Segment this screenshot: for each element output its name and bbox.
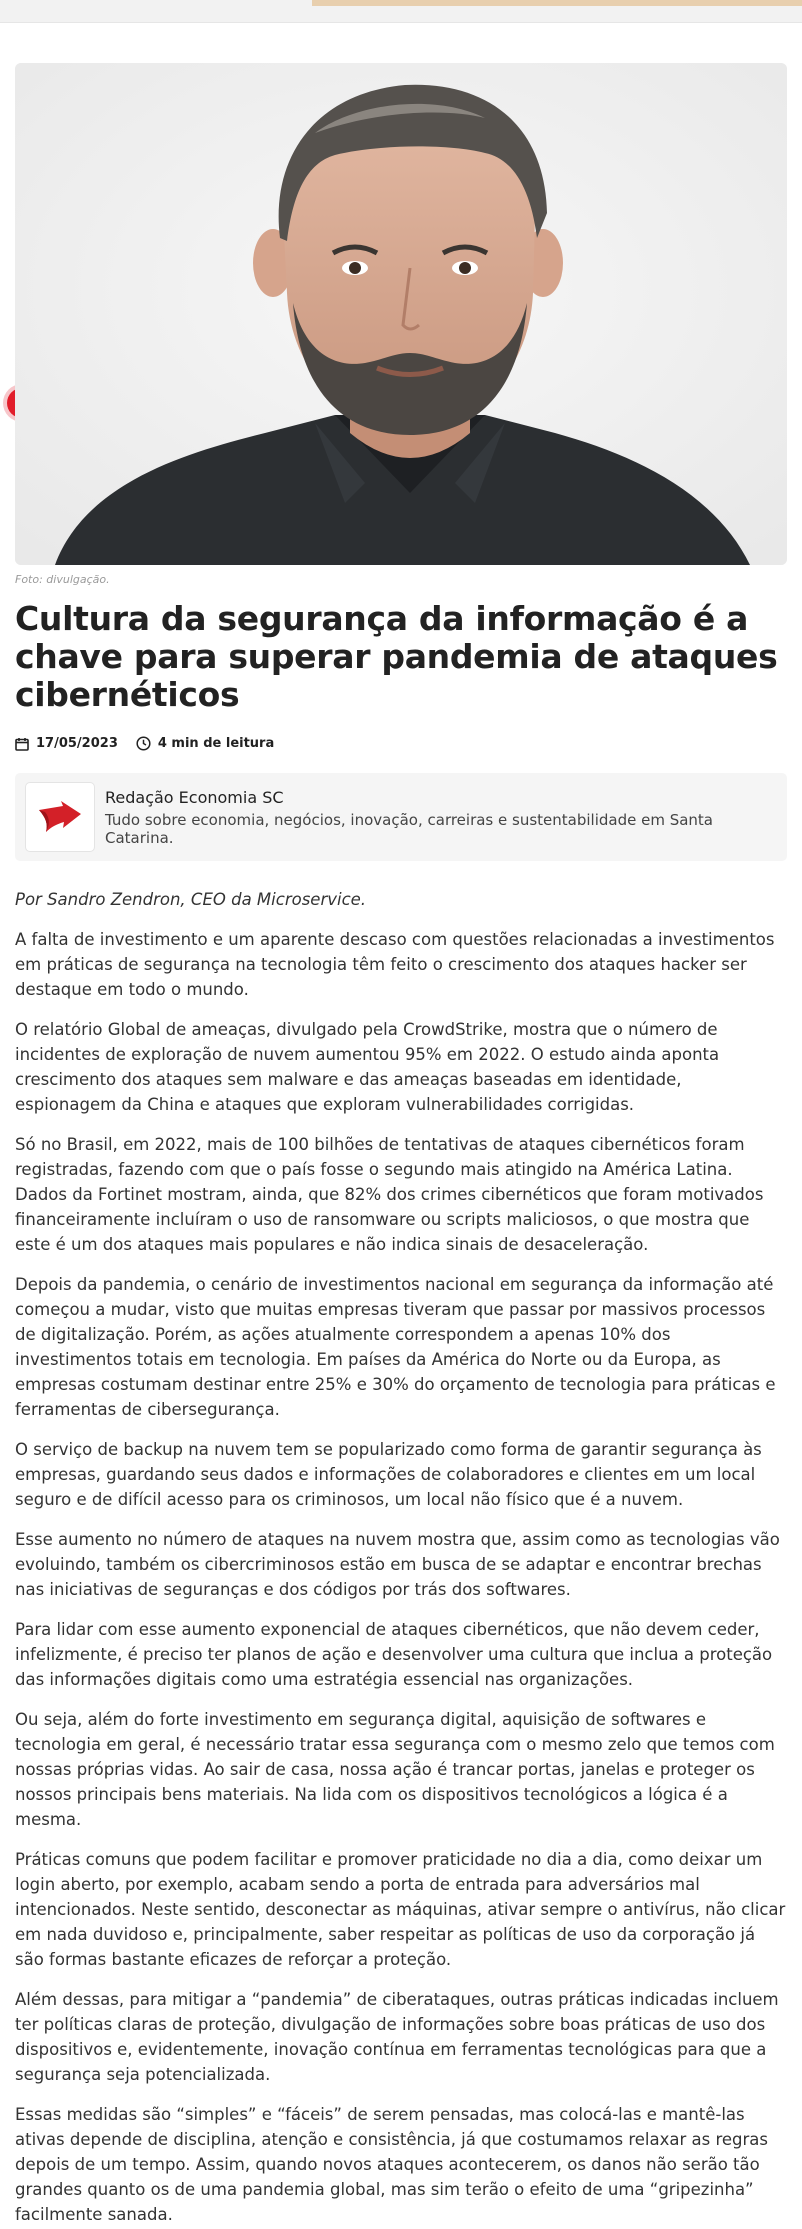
top-ad-banner[interactable] xyxy=(312,0,802,6)
reading-time xyxy=(136,736,274,751)
article-byline: Por Sandro Zendron, CEO da Microservice. xyxy=(15,890,367,909)
top-bar xyxy=(0,0,802,23)
author-box[interactable] xyxy=(15,773,787,861)
article-paragraph: Essas medidas são “simples” e “fáceis” de serem pensadas, mas colocá-las e mantê-las ativas depende de disciplina, atenção e consistência, já que costumamos relaxar as regras depois de um tempo. Assim, quando novos ataques acontecerem, os danos não serão tão grandes quanto os de uma pandemia global, mas sim terão o efeito de uma “gripezinha” facilmente sanada. xyxy=(15,2105,768,2224)
article-body xyxy=(15,927,787,2227)
article-paragraph: Além dessas, para mitigar a “pandemia” de ciberataques, outras práticas indicadas incluem ter políticas claras de proteção, divulgação de informações sobre boas práticas de uso dos dispositivos e, evidentemente, inovação contínua em ferramentas tecnológicas para que a segurança seja potencializada. xyxy=(15,1990,779,2084)
article-title: Cultura da segurança da informação é a chave para superar pandemia de ataques cibernéticos xyxy=(15,599,778,714)
article-paragraph: A falta de investimento e um aparente descaso com questões relacionadas a investimentos em práticas de segurança na tecnologia têm feito o crescimento dos ataques hacker ser destaque em todo o mundo. xyxy=(15,930,775,999)
publish-date xyxy=(15,736,118,751)
red-arrow-logo-icon xyxy=(37,800,83,834)
author-info xyxy=(105,788,777,847)
article-meta xyxy=(15,736,787,751)
calendar-icon xyxy=(15,737,29,751)
reading-time-text: 4 min de leitura xyxy=(157,736,275,751)
article-paragraph: Ou seja, além do forte investimento em segurança digital, aquisição de softwares e tecnologia em geral, é necessário tratar essa segurança com o mesmo zelo que temos com nossas próprias vidas. Ao sair de casa, nossa ação é trancar portas, janelas e proteger os nossos principais bens materiais. Na lida com os dispositivos tecnológicos a lógica é a mesma. xyxy=(15,1710,775,1829)
publish-date-text: 17/05/2023 xyxy=(36,736,118,751)
clock-icon xyxy=(136,736,151,751)
article-photo xyxy=(15,63,787,565)
author-avatar[interactable] xyxy=(25,782,95,852)
author-name[interactable]: Redação Economia SC xyxy=(105,787,284,807)
spacer xyxy=(0,23,802,63)
article-paragraph: Depois da pandemia, o cenário de investimentos nacional em segurança da informação até começou a mudar, visto que muitas empresas tiveram que passar por massivos processos de digitalização. Porém, as ações atualmente correspondem a apenas 10% dos investimentos totais em tecnologia. Em países da América do Norte ou da Europa, as empresas costumam destinar entre 25% e 30% do orçamento de tecnologia para práticas e ferramentas de cibersegurança. xyxy=(15,1275,776,1419)
article-paragraph: Esse aumento no número de ataques na nuvem mostra que, assim como as tecnologias vão evoluindo, também os cibercriminosos estão em busca de se adaptar e encontrar brechas nas iniciativas de seguranças e dos códigos por trás dos softwares. xyxy=(15,1530,780,1599)
article-content xyxy=(0,63,802,2227)
article-paragraph: O serviço de backup na nuvem tem se popularizado como forma de garantir segurança às empresas, guardando seus dados e informações de colaboradores e clientes em um local seguro e de difícil acesso para os criminosos, um local não físico que é a nuvem. xyxy=(15,1440,762,1509)
author-description: Tudo sobre economia, negócios, inovação, carreiras e sustentabilidade em Santa Catarina. xyxy=(105,810,713,847)
portrait-illustration xyxy=(15,63,787,565)
article-paragraph: O relatório Global de ameaças, divulgado pela CrowdStrike, mostra que o número de incidentes de exploração de nuvem aumentou 95% em 2022. O estudo ainda aponta crescimento dos ataques sem malware e das ameaças baseadas em identidade, espionagem da China e ataques que exploram vulnerabilidades corrigidas. xyxy=(15,1020,720,1114)
article-paragraph: Práticas comuns que podem facilitar e promover praticidade no dia a dia, como deixar um login aberto, por exemplo, acabam sendo a porta de entrada para adversários mal intencionados. Neste sentido, desconectar as máquinas, ativar sempre o antivírus, não clicar em nada duvidoso e, principalmente, saber respeitar as políticas de uso da corporação já são formas bastante eficazes de reforçar a proteção. xyxy=(15,1850,786,1969)
article-paragraph: Só no Brasil, em 2022, mais de 100 bilhões de tentativas de ataques cibernéticos foram registradas, fazendo com que o país fosse o segundo mais atingido na América Latina. Dados da Fortinet mostram, ainda, que 82% dos crimes cibernéticos que foram motivados financeiramente incluíram o uso de ransomware ou scripts maliciosos, o que mostra que este é um dos ataques mais populares e não indica sinais de desaceleração. xyxy=(15,1135,764,1254)
photo-credit: Foto: divulgação. xyxy=(15,573,110,586)
article-paragraph: Para lidar com esse aumento exponencial de ataques cibernéticos, que não devem ceder, infelizmente, é preciso ter planos de ação e desenvolver uma cultura que inclua a proteção das informações digitais como uma estratégia essencial nas organizações. xyxy=(15,1620,773,1689)
